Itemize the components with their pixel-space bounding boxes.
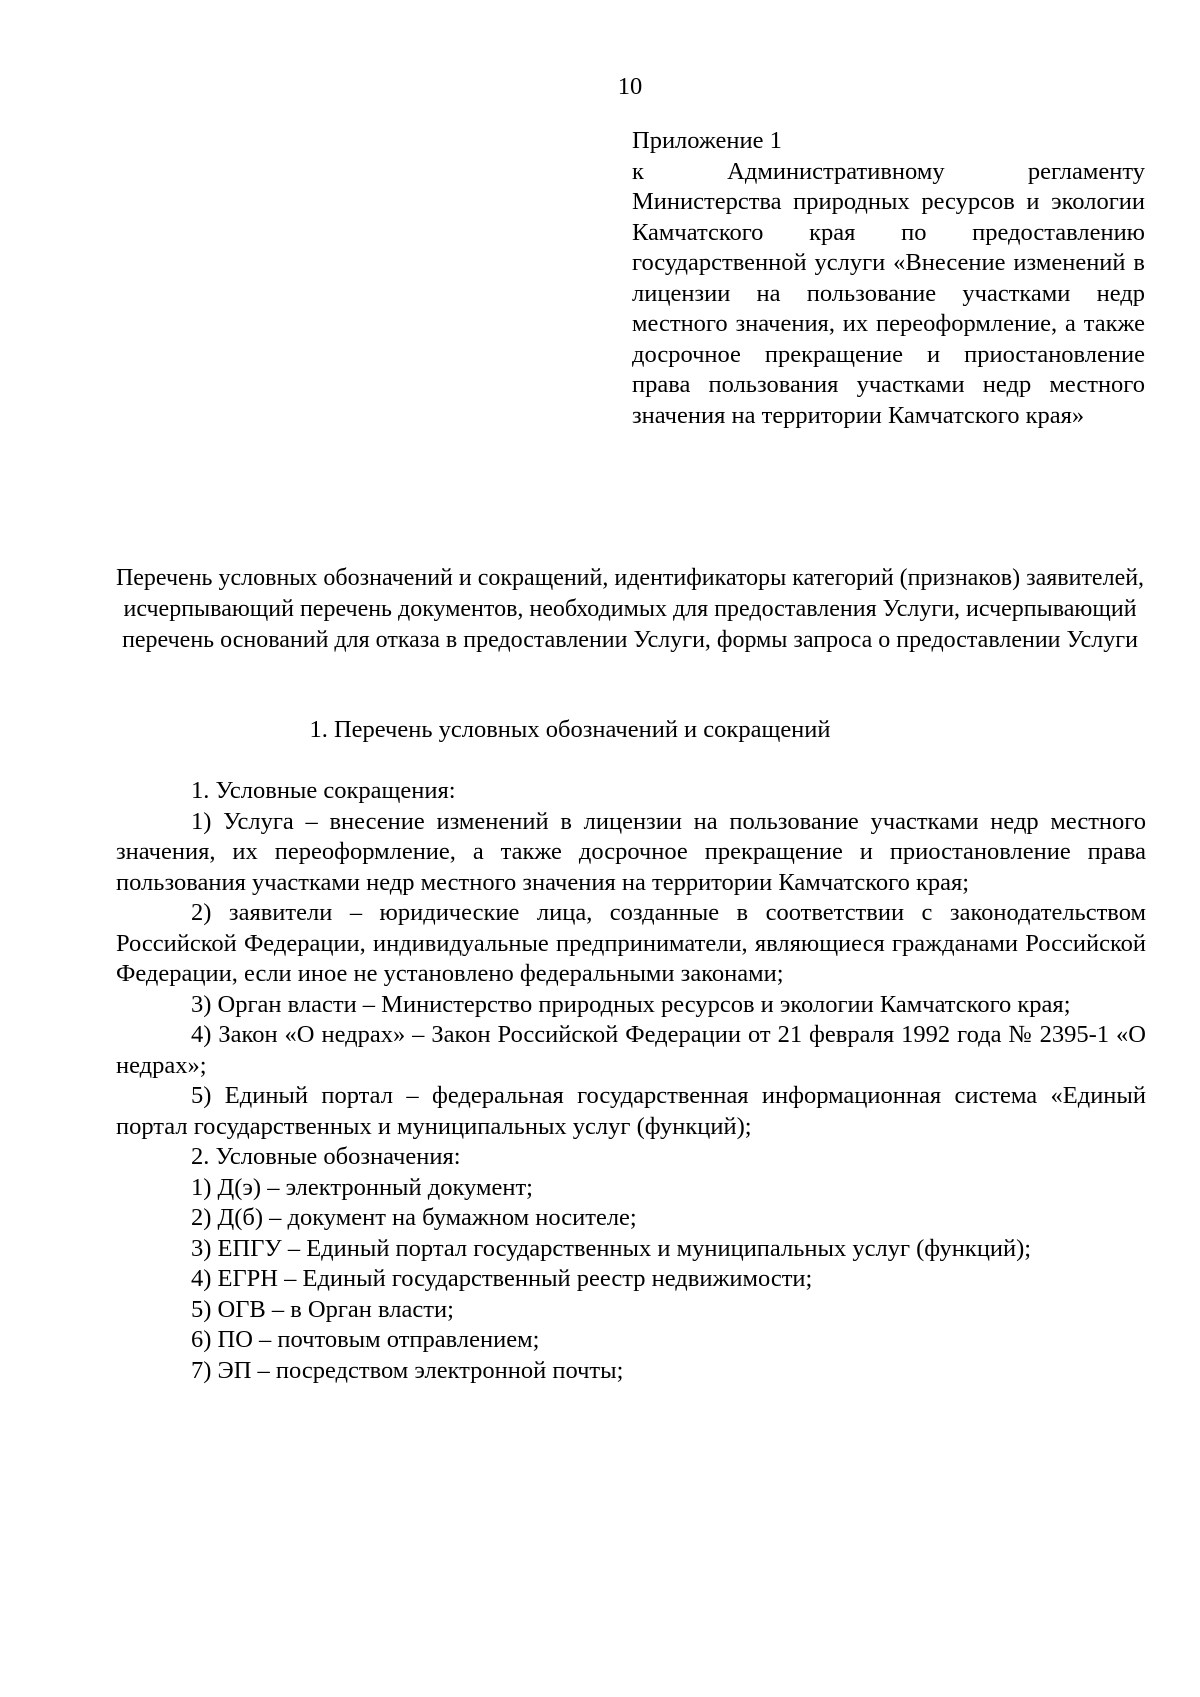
paragraph: 2. Условные обозначения: <box>191 1143 461 1170</box>
appendix-body: к Административному регламенту Министерства природных ресурсов и экологии Камчатского края по предоставлению государственной услуги «Внесение изменений в лицензии на пользование участками недр местного значения, их переоформление, а также досрочное прекращение и приостановление права пользования участками недр местного значения на территории Камчатского края» <box>632 157 1145 429</box>
appendix-title: Приложение 1 <box>632 127 782 154</box>
paragraph: 3) ЕПГУ – Единый портал государственных и муниципальных услуг (функций); <box>191 1234 1032 1262</box>
content-body <box>116 776 1146 1386</box>
paragraph: 7) ЭП – посредством электронной почты; <box>191 1356 624 1384</box>
section-heading: 1. Перечень условных обозначений и сокращений <box>309 716 831 743</box>
paragraph: 3) Орган власти – Министерство природных ресурсов и экологии Камчатского края; <box>191 990 1071 1018</box>
paragraph: 4) Закон «О недрах» – Закон Российской Федерации от 21 февраля 1992 года № 2395-1 «О недрах»; <box>116 1021 1146 1079</box>
paragraph: 4) ЕГРН – Единый государственный реестр недвижимости; <box>191 1265 813 1292</box>
document-title: Перечень условных обозначений и сокращений, идентификаторы категорий (признаков) заявителей, исчерпывающий перечень документов, необходимых для предоставления Услуги, исчерпывающий перечень оснований для отказа в предоставлении Услуги, формы запроса о предоставлении Услуги <box>115 565 1145 653</box>
page-number: 10 <box>617 73 643 100</box>
paragraph: 1) Д(э) – электронный документ; <box>191 1173 533 1201</box>
paragraph: 5) ОГВ – в Орган власти; <box>191 1295 454 1323</box>
paragraph: 2) Д(б) – документ на бумажном носителе; <box>191 1204 637 1231</box>
paragraph: 2) заявители – юридические лица, созданные в соответствии с законодательством Российской Федерации, индивидуальные предприниматели, являющиеся гражданами Российской Федерации, если иное не установлено федеральными законами; <box>116 899 1146 987</box>
paragraph: 6) ПО – почтовым отправлением; <box>191 1326 540 1353</box>
appendix-block <box>632 126 1145 431</box>
paragraph: 1) Услуга – внесение изменений в лицензии на пользование участками недр местного значения, их переоформление, а также досрочное прекращение и приостановление права пользования участками недр местного значения на территории Камчатского края; <box>116 807 1146 896</box>
paragraph: 1. Условные сокращения: <box>191 777 456 804</box>
paragraph: 5) Единый портал – федеральная государственная информационная система «Единый портал государственных и муниципальных услуг (функций); <box>116 1082 1146 1140</box>
